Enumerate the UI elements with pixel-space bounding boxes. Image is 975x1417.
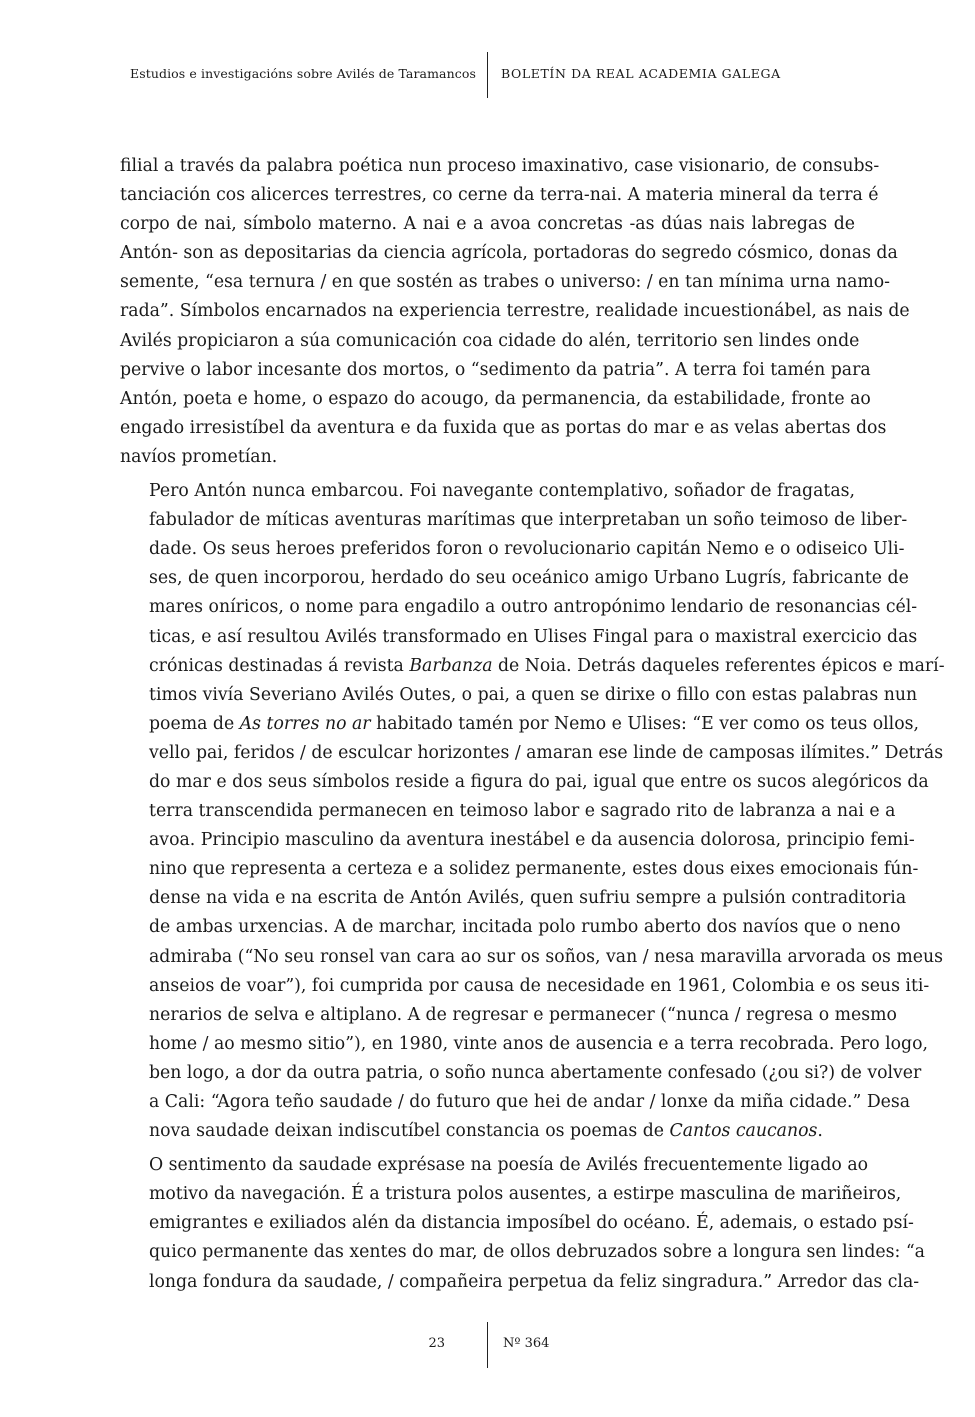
text-line: de ambas urxencias. A de marchar, incitada polo rumbo aberto dos navíos que o neno <box>149 917 901 938</box>
article-body <box>120 152 945 1297</box>
text-line: admiraba (“No seu ronsel van cara ao sur os soños, van / nesa maravilla arvorada os meus <box>149 946 943 967</box>
header-divider <box>487 52 488 98</box>
page-footer <box>0 1322 975 1368</box>
text-line: home / ao mesmo sitio”), en 1980, vinte anos de ausencia e a terra recobrada. Pero logo, <box>149 1033 928 1054</box>
running-header <box>0 52 975 98</box>
text-line: rada”. Símbolos encarnados na experiencia terrestre, realidade incuestionábel, as nais de <box>120 301 910 322</box>
header-journal-title: BOLETÍN DA REAL ACADEMIA GALEGA <box>501 66 781 81</box>
text-line: pervive o labor incesante dos mortos, o “sedimento da patria”. A terra foi tamén para <box>120 359 871 380</box>
paragraph <box>120 152 910 472</box>
text-line: vello pai, feridos / de esculcar horizontes / amaran ese linde de camposas ilímites.” Detrás <box>149 742 944 763</box>
page-number: 23 <box>428 1336 445 1351</box>
text-line: dense na vida e na escrita de Antón Avilés, quen sufriu sempre a pulsión contraditoria <box>149 888 907 909</box>
text-line: terra transcendida permanecen en teimoso labor e sagrado rito de labranza a nai e a <box>149 801 896 822</box>
text-line: Avilés propiciaron a súa comunicación coa cidade do alén, territorio sen lindes onde <box>120 330 860 351</box>
footer-divider <box>487 1322 488 1368</box>
text-line: do mar e dos seus símbolos reside a figura do pai, igual que entre os sucos alegóricos da <box>149 771 929 792</box>
text-line: Antón, poeta e home, o espazo do acougo, da permanencia, da estabilidade, fronte ao <box>120 388 871 409</box>
italic-title: Barbanza <box>409 655 493 676</box>
text-line: engado irresistíbel da aventura e da fuxida que as portas do mar e as velas abertas dos <box>120 417 887 438</box>
italic-title: Cantos caucanos <box>669 1121 818 1142</box>
text-line: poema de As torres no ar habitado tamén por Nemo e Ulises: “E ver como os teus ollos, <box>149 713 919 734</box>
paragraph <box>120 1151 925 1296</box>
text-line: timos vivía Severiano Avilés Outes, o pai, a quen se dirixe o fillo con estas palabras nun <box>149 684 918 705</box>
text-line: avoa. Principio masculino da aventura inestábel e da ausencia dolorosa, principio femi- <box>149 830 915 851</box>
text-line: semente, “esa ternura / en que sostén as trabes o universo: / en tan mínima urna namo- <box>120 272 891 293</box>
text-line: tanciación cos alicerces terrestres, co cerne da terra-nai. A materia mineral da terra é <box>120 185 879 206</box>
text-line: anseios de voar”), foi cumprida por causa de necesidade en 1961, Colombia e os seus iti- <box>149 975 930 996</box>
text-line: filial a través da palabra poética nun proceso imaxinativo, case visionario, de consubs- <box>120 156 880 176</box>
text-line: a Cali: “Agora teño saudade / do futuro que hei de andar / lonxe da miña cidade.” Desa <box>149 1092 911 1112</box>
text-line: nerarios de selva e altiplano. A de regresar e permanecer (“nunca / regresa o mesmo <box>149 1004 897 1025</box>
text-line: mares oníricos, o nome para engadilo a outro antropónimo lendario de resonancias cél- <box>149 597 918 618</box>
paragraph <box>120 477 945 1146</box>
text-line: longa fondura da saudade, / compañeira perpetua da feliz singradura.” Arredor das cla- <box>149 1271 920 1292</box>
text-line: Pero Antón nunca embarcou. Foi navegante contemplativo, soñador de fragatas, <box>149 481 855 502</box>
text-line: ben logo, a dor da outra patria, o soño nunca abertamente confesado (¿ou si?) de volver <box>149 1062 922 1083</box>
text-line: navíos prometían. <box>120 446 278 467</box>
text-line: dade. Os seus heroes preferidos foron o revolucionario capitán Nemo e o odiseico Uli- <box>149 539 905 560</box>
text-line: emigrantes e exiliados alén da distancia imposíbel do océano. É, ademais, o estado psí- <box>149 1213 914 1234</box>
text-line: nino que representa a certeza e a solidez permanente, estes dous eixes emocionais fún- <box>149 859 919 880</box>
text-line: ticas, e así resultou Avilés transformado en Ulises Fingal para o maxistral exercicio das <box>149 626 918 647</box>
text-line: crónicas destinadas á revista Barbanza de Noia. Detrás daqueles referentes épicos e marí- <box>149 655 945 676</box>
text-line: corpo de nai, símbolo materno. A nai e a avoa concretas -as dúas nais labregas de <box>120 214 855 235</box>
text-line: motivo da navegación. É a tristura polos ausentes, a estirpe masculina de mariñeiros, <box>149 1184 902 1205</box>
text-line: Antón- son as depositarias da ciencia agrícola, portadoras do segredo cósmico, donas da <box>120 243 898 264</box>
issue-number: Nº 364 <box>503 1336 550 1351</box>
text-line: O sentimento da saudade exprésase na poesía de Avilés frecuentemente ligado ao <box>149 1155 869 1176</box>
text-line: ses, de quen incorporou, herdado do seu oceánico amigo Urbano Lugrís, fabricante de <box>149 568 909 589</box>
text-line: fabulador de míticas aventuras marítimas que interpretaban un soño teimoso de liber- <box>149 510 908 531</box>
header-journal-section: Estudios e investigacións sobre Avilés de Taramancos <box>129 66 476 81</box>
italic-title: As torres no ar <box>239 713 371 734</box>
text-line: nova saudade deixan indiscutíbel constancia os poemas de Cantos caucanos. <box>149 1121 823 1142</box>
text-line: quico permanente das xentes do mar, de ollos debruzados sobre a longura sen lindes: “a <box>149 1242 925 1263</box>
